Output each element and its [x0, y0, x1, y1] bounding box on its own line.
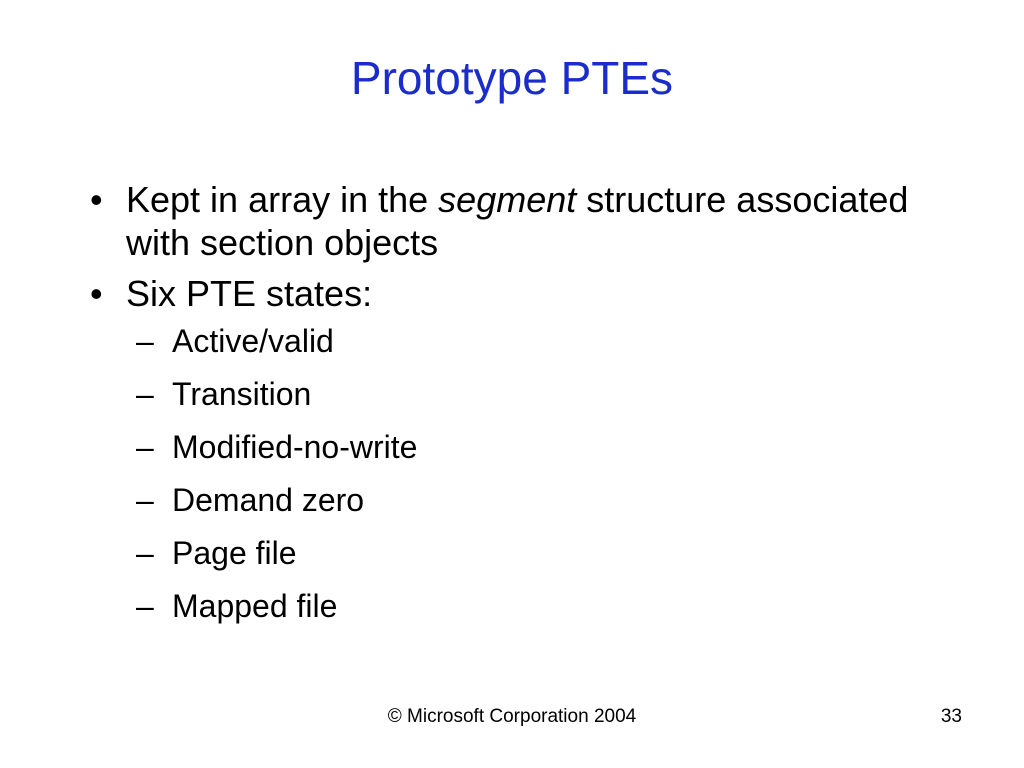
bullet-item-pte-states	[90, 272, 970, 315]
bullet-marker: •	[90, 273, 103, 314]
bullet-text-before: Kept in array in the	[126, 179, 439, 220]
bullet-text-after: structure associated with section objects	[126, 179, 909, 263]
sub-bullet-marker: –	[136, 429, 154, 465]
sub-bullet-text: Modified-no-write	[172, 429, 418, 465]
bullet-list	[90, 178, 970, 641]
page-number: 33	[940, 706, 962, 727]
sub-bullet-text: Mapped file	[172, 588, 338, 624]
sub-bullet-item	[136, 323, 970, 360]
sub-bullet-text: Transition	[172, 376, 312, 412]
sub-bullet-marker: –	[136, 323, 154, 359]
sub-bullet-item	[136, 376, 970, 413]
sub-bullet-text: Page file	[172, 535, 297, 571]
sub-bullet-list	[90, 323, 970, 625]
sub-bullet-marker: –	[136, 482, 154, 518]
sub-bullet-item	[136, 429, 970, 466]
sub-bullet-marker: –	[136, 376, 154, 412]
slide-title: Prototype PTEs	[350, 52, 674, 104]
sub-bullet-item	[136, 482, 970, 519]
copyright-text: © Microsoft Corporation 2004	[387, 706, 637, 727]
sub-bullet-item	[136, 535, 970, 572]
bullet-item-segment	[90, 178, 970, 264]
bullet-text-italic: segment	[438, 179, 577, 220]
bullet-marker: •	[90, 179, 103, 220]
sub-bullet-text: Demand zero	[172, 482, 365, 518]
sub-bullet-marker: –	[136, 535, 154, 571]
bullet-text: Six PTE states:	[126, 273, 373, 314]
sub-bullet-text: Active/valid	[172, 323, 334, 359]
sub-bullet-item	[136, 588, 970, 625]
sub-bullet-marker: –	[136, 588, 154, 624]
